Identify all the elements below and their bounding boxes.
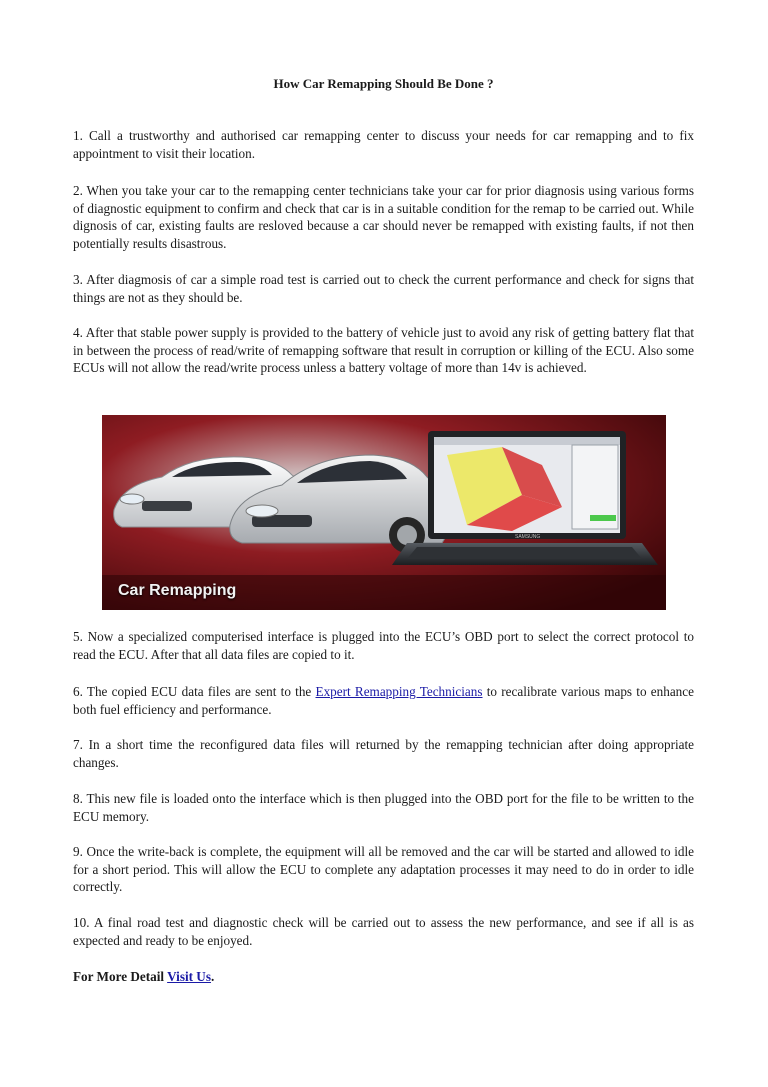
laptop-brand-text: SAMSUNG — [515, 534, 541, 540]
visit-us-link[interactable]: Visit Us — [167, 969, 211, 984]
page-title: How Car Remapping Should Be Done ? — [273, 76, 494, 91]
step-10: 10. A final road test and diagnostic check will be carried out to assess the new performance, and see if all is as expected and ready to be enjoyed. — [73, 915, 694, 948]
step-6-text-start: 6. The copied ECU data files are sent to the — [73, 684, 316, 699]
laptop-graphic — [392, 431, 658, 565]
expert-remapping-technicians-link[interactable]: Expert Remapping Technicians — [315, 684, 483, 699]
more-detail-end: . — [210, 969, 215, 984]
car-remapping-image — [102, 415, 666, 610]
step-8: 8. This new file is loaded onto the interface which is then plugged into the OBD port for the file to be written to the ECU memory. — [73, 791, 694, 824]
step-1: 1. Call a trustworthy and authorised car remapping center to discuss your needs for car remapping and to fix appointment to visit their location. — [73, 128, 694, 161]
step-7: 7. In a short time the reconfigured data files will returned by the remapping technician after doing appropriate changes. — [73, 737, 694, 770]
step-4: 4. After that stable power supply is provided to the battery of vehicle just to avoid any risk of getting battery flat that in between the process of read/write of remapping software that result in corruption or killing of the ECU. Also some ECUs will not allow the read/write process unless a battery voltage of more than 14v is achieved. — [73, 325, 694, 376]
step-6 — [73, 683, 694, 718]
step-5: 5. Now a specialized computerised interface is plugged into the ECU’s OBD port to select the correct protocol to read the ECU. After that all data files are copied to it. — [73, 629, 694, 662]
step-3: 3. After diagmosis of car a simple road test is carried out to check the current performance and check for signs that things are not as they should be. — [73, 272, 694, 305]
step-2: 2. When you take your car to the remapping center technicians take your car for prior diagnosis using various forms of diagnostic equipment to confirm and check that car is in a suitable condition for the remap to be carried out. While dignosis of car, existing faults are resloved because a car should never be remapped with existing faults, if not then potentially results disastrous. — [73, 183, 694, 251]
step-9: 9. Once the write-back is complete, the equipment will all be removed and the car will be started and allowed to idle for a short period. This will allow the ECU to complete any adaptation processes it may need to do in order to idle correctly. — [73, 844, 694, 895]
step-6-text-end: to recalibrate various maps to enhance both fuel efficiency and performance. — [73, 684, 694, 717]
more-detail-label: For More Detail — [73, 969, 168, 984]
more-detail-line — [73, 968, 694, 986]
image-caption: Car Remapping — [118, 582, 237, 599]
